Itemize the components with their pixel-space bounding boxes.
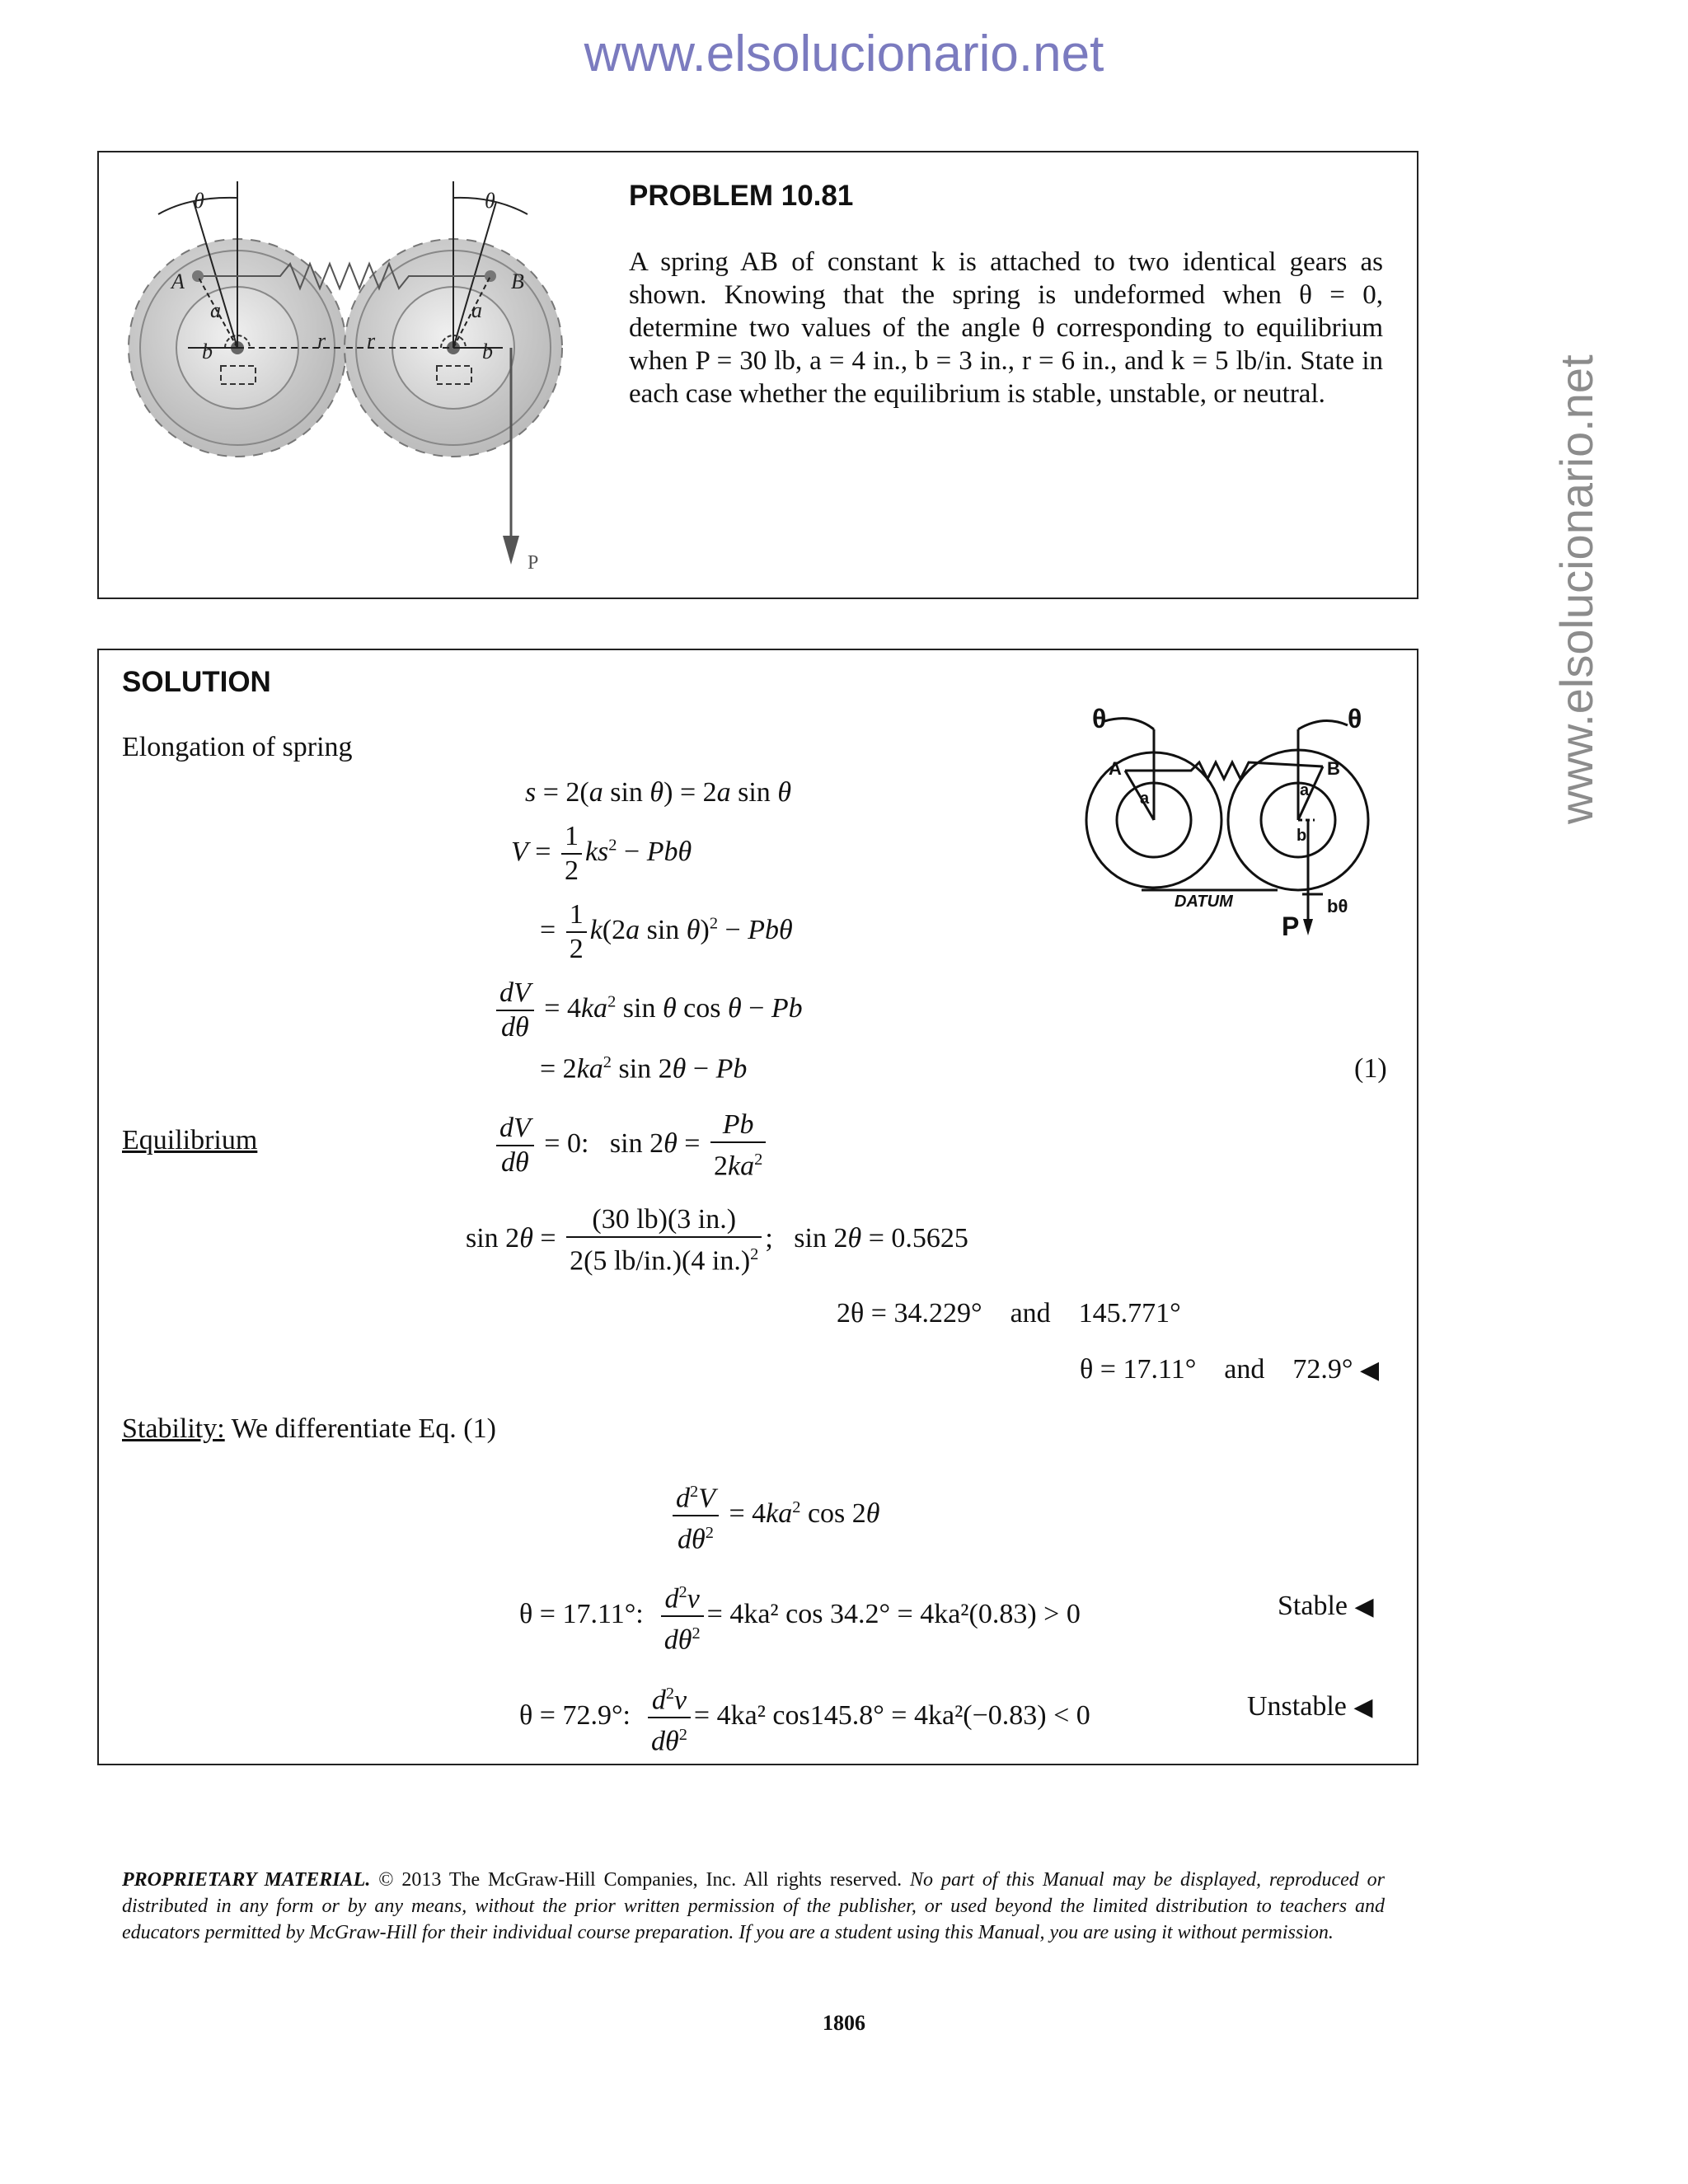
sketch-radius-a-left: a [1140, 790, 1150, 808]
point-b-label: B [511, 269, 524, 293]
answer-marker-icon: ◀ [1354, 1592, 1374, 1621]
sketch-theta-left: θ [1092, 704, 1107, 733]
radius-a-right: a [471, 298, 482, 322]
eq-potential-2: = $\frac{1}{2}$ k(2a sin θ)$^2$ − Pbθ [540, 899, 793, 964]
eq-derivative-2: = $2ka^2$ sin 2θ − Pb [540, 1053, 748, 1085]
elongation-label: Elongation of spring [122, 732, 353, 762]
radius-r-left: r [317, 329, 326, 353]
sketch-b-theta: bθ [1327, 896, 1348, 916]
eq-second-derivative: $\frac{d^2V}{d\theta^2}$ = $4ka^2$ cos 2θ [669, 1475, 880, 1557]
answer-marker-icon: ◀ [1360, 1356, 1380, 1385]
problem-title: PROBLEM 10.81 [629, 180, 854, 212]
radius-r-right: r [367, 329, 376, 353]
eq-equilibrium: $\frac{dV}{d\theta}$ = 0: sin 2θ = $\frac{Pb}{2ka^2}$ [493, 1108, 769, 1183]
radius-b-right: b [482, 340, 493, 363]
force-p-label: P [528, 552, 539, 574]
solution-title: SOLUTION [122, 666, 271, 698]
eq-number: (1) [1354, 1053, 1387, 1084]
eq-derivative-1: $\frac{dV}{d\theta}$ = $4ka^2$ sin θ cos θ − Pb [493, 977, 803, 1044]
stability-line: Stability: We differentiate Eq. (1) [122, 1413, 496, 1444]
sketch-radius-b: b [1296, 827, 1307, 845]
sketch-radius-a-right: a [1300, 781, 1310, 799]
answer-marker-icon: ◀ [1353, 1693, 1373, 1722]
page-number: 1806 [823, 2011, 865, 2035]
eq-potential-1: V = $\frac{1}{2}$ $ks^2 - Pb\theta$ [511, 821, 692, 886]
theta-label-right: θ [485, 189, 495, 213]
eq-case-1: θ = 17.11°: $\frac{d^2v}{d\theta^2}$ = 4ka² cos 34.2° = 4ka²(0.83) > 0 [519, 1576, 1081, 1657]
watermark-side: www.elsolucionario.net [1550, 354, 1602, 824]
result-two-theta: 2θ = 34.229° and 145.771° [837, 1298, 1181, 1329]
sketch-datum: DATUM [1175, 893, 1233, 911]
equilibrium-label: Equilibrium [122, 1125, 258, 1155]
sketch-b-right: B [1327, 758, 1340, 779]
solution-sketch [1076, 696, 1385, 952]
case-2-result: Unstable ◀ [1247, 1691, 1373, 1722]
problem-statement: A spring AB of constant k is attached to two identical gears as shown. Knowing that the spring is undeformed when θ = 0, determine two values of the angle θ corresponding to equilibrium when P = 30 lb, a = 4 in., b = 3 in., r = 6 in., and k = 5 lb/in. State in each case whether the equilibrium is stable, unstable, or neutral. [629, 247, 1383, 409]
theta-label-left: θ [194, 189, 204, 213]
watermark-top: www.elsolucionario.net [584, 26, 1104, 82]
gears-figure [115, 165, 577, 577]
sketch-theta-right: θ [1348, 704, 1362, 733]
sketch-force-p: P [1282, 912, 1300, 941]
radius-a-left: a [210, 298, 221, 322]
radius-b-left: b [202, 340, 213, 363]
case-1-result: Stable ◀ [1278, 1591, 1374, 1621]
sketch-a-left: A [1109, 758, 1122, 779]
point-a-label: A [171, 269, 185, 293]
eq-case-2: θ = 72.9°: $\frac{d^2v}{d\theta^2}$ = 4ka² cos145.8° = 4ka²(−0.83) < 0 [519, 1677, 1090, 1759]
eq-elongation: s = 2(a sin θ) = 2a sin θ [525, 777, 792, 808]
footer-notice: PROPRIETARY MATERIAL. © 2013 The McGraw-Hill Companies, Inc. All rights reserved. No part of this Manual may be displayed, reproduced or distributed in any form or by any means, without the prior written permission of the publisher, or used beyond the limited distribution to teachers and educators permitted by McGraw-Hill for their individual course preparation. If you are a student using this Manual, you are using it without permission. [122, 1869, 1386, 1943]
result-theta: θ = 17.11° and 72.9° ◀ [1080, 1354, 1380, 1385]
eq-substitution: sin 2θ = $\frac{(30 lb)(3 in.)}{2(5 lb/in.)(4 in.)^2}$ ; sin 2θ = 0.5625 [466, 1204, 968, 1277]
